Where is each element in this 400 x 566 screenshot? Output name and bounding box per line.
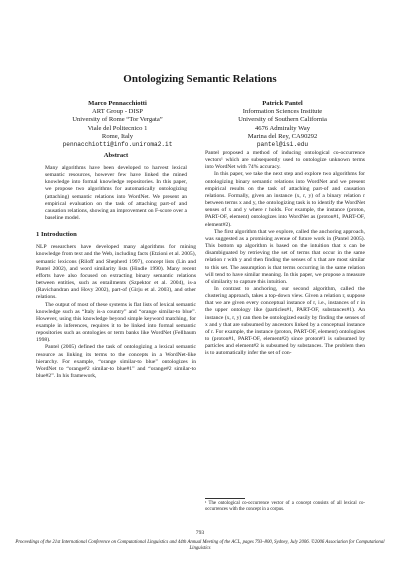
right-body [205,150,365,358]
author-affiliation: University of Southern California [238,116,327,124]
abstract-heading: Abstract [103,152,129,159]
paragraph: Pantel proposed a method of inducing ontological co-occurrence vectors¹ which are subsequently used to ontologize unknown terms into WordNet with 74% accuracy. [205,150,365,171]
author-affiliation: University of Rome “Tor Vergata” [72,116,163,124]
paragraph: Pantel (2005) defined the task of ontologizing a lexical semantic resource as linking its terms to the concepts in a WordNet-like hierarchy. For example, “orange similar-to blue” ontologizes in WordNet to “orange#2 similar-to blue#1” and “orange#2 similar-to blue#2”. In his framework, [36,344,196,380]
intro-body [36,244,196,380]
author-address: Viale del Politecnico 1 [87,124,148,132]
author-address: Marina del Rey, CA90292 [247,132,318,140]
author-name: Patrick Pantel [262,100,303,107]
paragraph: NLP researchers have developed many algorithms for mining knowledge from text and the Web, including facts (Etzioni et al. 2005), semantic lexicons (Riloff and Shepherd 1997), concept lists (Lin and Pantel 2002), and word similarity lists (Hindle 1990). Many recent efforts have also focused on extracting binary semantic relations between entities, such as entailments (Szpektor et al. 2004), is-a (Ravichandran and Hovy 2002), part-of (Girju et al. 2003), and other relations. [36,244,196,301]
right-column [205,150,365,358]
author-block-2 [220,100,345,149]
footnote: ¹ The ontological co-occurrence vector of a concept consists of all lexical co-occurrences with the concept in a corpus. [205,501,365,512]
author-name: Marco Pennacchiotti [88,100,147,107]
section-heading: 1 Introduction [36,231,77,239]
abstract-text: Many algorithms have been developed to harvest lexical semantic resources, however few have linked the mined knowledge into formal knowledge repositories. In this paper, we propose two algorithms for automatically ontologizing (attaching) semantic relations into WordNet. We present an empirical evaluation on the task of attaching part-of and causation relations, showing an improvement on F-score over a baseline model. [45,165,187,222]
page-number: 793 [195,530,205,536]
paragraph: The output of most of these systems is flat lists of lexical semantic knowledge such as “Italy is-a country” and “orange similar-to blue”. However, using this knowledge beyond simple keyword matching, for example in inferences, requires it to be linked into formal semantic repositories such as ontologies or term banks like WordNet (Fellbaum 1998). [36,301,196,344]
paragraph: In this paper, we take the next step and explore two algorithms for ontologizing binary semantic relations into WordNet and we present empirical results on the task of attaching part-of and causation relations. Formally, given an instance (x, r, y) of a binary relation r between terms x and y, the ontologizing task is to identify the WordNet senses of x and y where r holds. For example, the instance (proton, PART-OF, element) ontologizes into WordNet as (proton#1, PART-OF, element#2). [205,171,365,228]
author-address: 4676 Admiralty Way [254,124,311,132]
author-address: Rome, Italy [101,132,134,140]
left-column [36,152,196,380]
author-affiliation: Information Sciences Institute [242,108,323,116]
author-block-1 [55,100,180,149]
footnote-rule [205,498,245,499]
author-email: pantel@isi.edu [256,141,309,149]
paper-title: Ontologizing Semantic Relations [123,73,277,85]
paragraph: In contrast to anchoring, our second algorithm, called the clustering approach, takes a top-down view. Given a relation r, suppose that we are given every conceptual instance of r, i.e., instances of r in the upper ontology like (particles#1, PART-OF, substances#1). An instance (x, r, y) can then be ontologized easily by finding the senses of x and y that are subsumed by ancestors linked by a conceptual instance of r. For example, the instance (proton, PART-OF, element) ontologizes to (proton#1, PART-OF, element#2) since proton#1 is subsumed by particles and element#2 is subsumed by substances. The problem then is to automatically infer the set of con- [205,285,365,357]
proceedings-footer: Proceedings of the 21st International Conference on Computational Linguistics and 44th Annual Meeting of the ACL, pages 793–800, Sydney, July 2006. ©2006 Association for Computational Linguistics [15,540,385,551]
author-email: pennacchiotti@info.uniroma2.it [62,141,173,149]
paragraph: The first algorithm that we explore, called the anchoring approach, was suggested as a promising avenue of future work in (Pantel 2005). This bottom up algorithm is based on the intuition that x can be disambiguated by retrieving the set of terms that occur in the same relation r with y and then finding the senses of x that are most similar to this set. The assumption is that terms occurring in the same relation will tend to have similar meaning. In this paper, we propose a measure of similarity to capture this intuition. [205,228,365,285]
author-affiliation: ART Group - DISP [92,108,143,116]
